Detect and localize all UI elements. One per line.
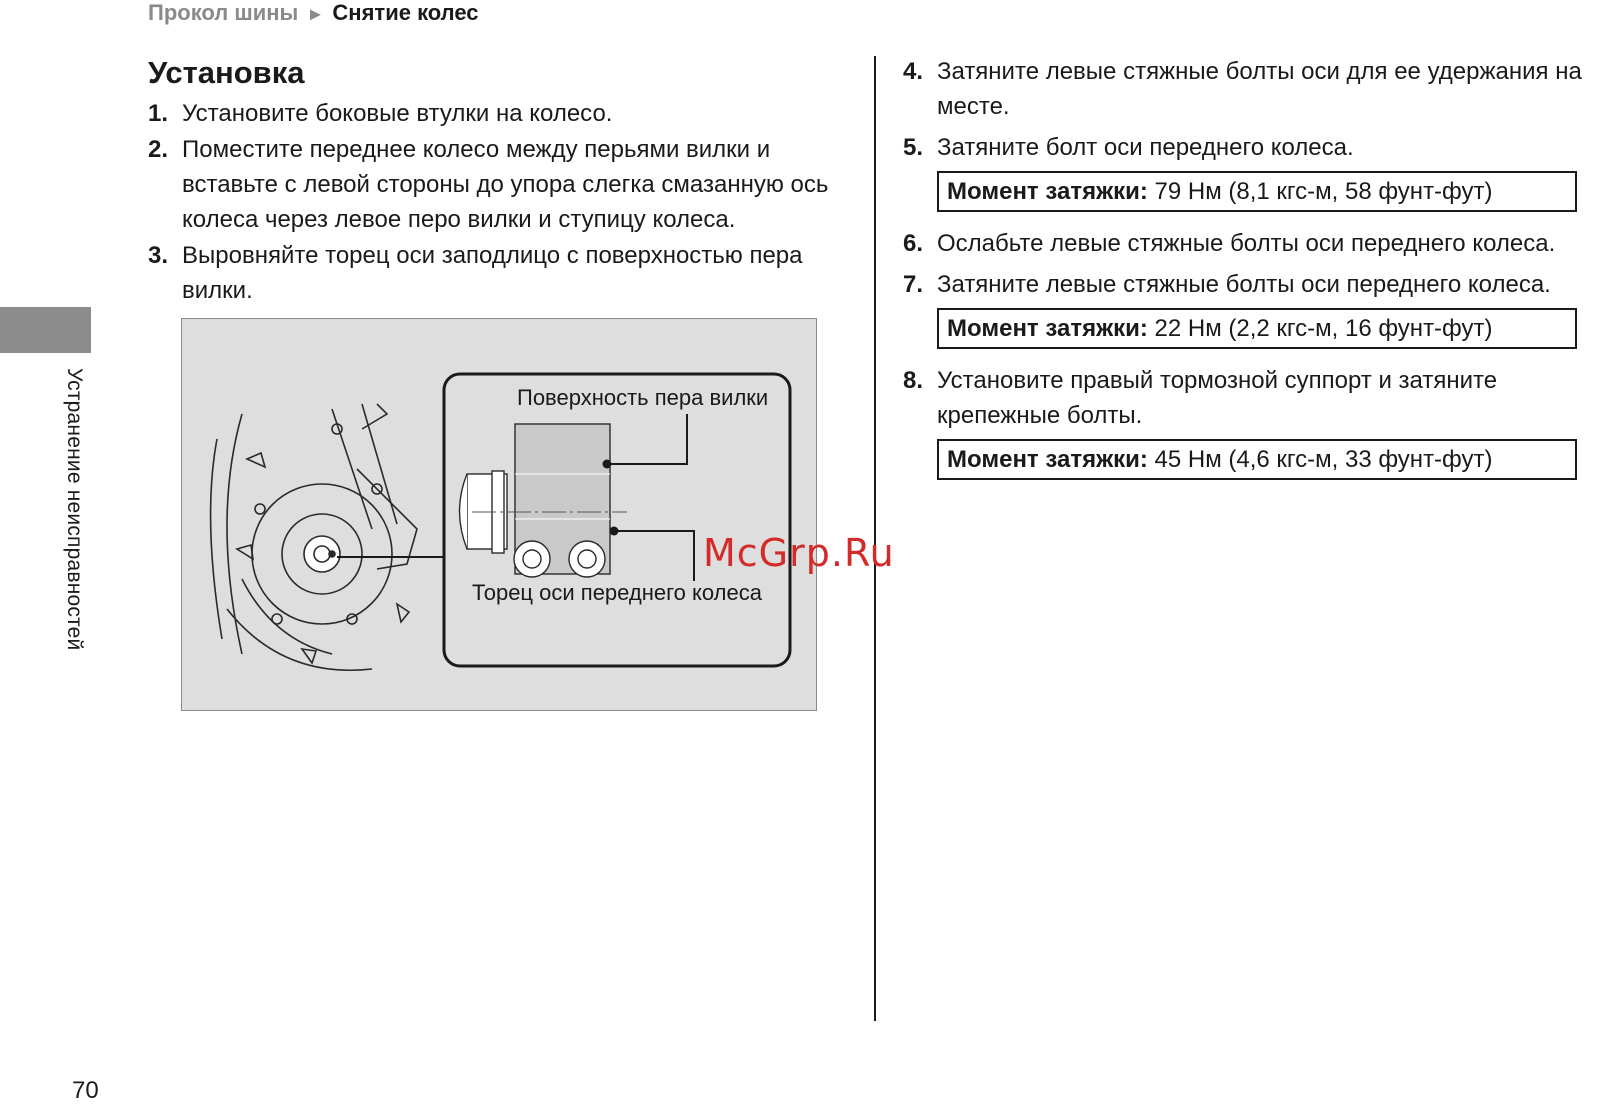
watermark: McGrp.Ru	[703, 531, 895, 575]
torque-spec-box	[937, 308, 1577, 349]
step-item	[148, 132, 838, 237]
section-tab	[0, 307, 91, 353]
step-number: 2.	[148, 136, 169, 163]
label-fork-surface: Поверхность пера вилки	[517, 385, 769, 410]
tighten-steps-final	[903, 363, 1593, 433]
torque-spec-box	[937, 439, 1577, 480]
step-number: 8.	[903, 367, 924, 394]
torque-value: 79 Нм (8,1 кгс-м, 58 фунт-фут)	[1147, 178, 1493, 205]
step-number: 1.	[148, 100, 169, 127]
breadcrumb-arrow-icon: ►	[306, 4, 325, 24]
page-number: 70	[72, 1077, 99, 1104]
section-tab-label: Устранение неисправностей	[63, 368, 86, 651]
torque-spec-box	[937, 171, 1577, 212]
torque-label: Момент затяжки:	[947, 178, 1148, 205]
step-number: 4.	[903, 58, 924, 85]
step-text: Затяните болт оси переднего колеса.	[937, 134, 1354, 161]
breadcrumb-current: Снятие колес	[332, 0, 479, 25]
step-text: Установите боковые втулки на колесо.	[182, 100, 613, 127]
step-item	[148, 96, 838, 131]
step-text: Поместите переднее колесо между перьями вилки и вставьте с левой стороны до упора слегка смазанную ось колеса через левое перо вилки и ступицу колеса.	[182, 136, 829, 233]
tighten-steps-cont	[903, 226, 1593, 302]
torque-value: 45 Нм (4,6 кгс-м, 33 фунт-фут)	[1147, 446, 1493, 473]
right-column	[903, 54, 1593, 494]
step-text: Установите правый тормозной суппорт и затяните крепежные болты.	[937, 367, 1498, 429]
step-number: 3.	[148, 242, 169, 269]
torque-value: 22 Нм (2,2 кгс-м, 16 фунт-фут)	[1147, 315, 1493, 342]
step-item	[903, 363, 1593, 433]
axle-illustration	[181, 318, 817, 711]
step-item	[903, 130, 1593, 165]
step-text: Затяните левые стяжные болты оси переднего колеса.	[937, 271, 1551, 298]
label-axle-end: Торец оси переднего колеса	[472, 580, 762, 605]
torque-label: Момент затяжки:	[947, 446, 1148, 473]
axle-drawing	[182, 319, 818, 712]
torque-label: Момент затяжки:	[947, 315, 1148, 342]
step-text: Затяните левые стяжные болты оси для ее удержания на месте.	[937, 58, 1582, 120]
step-text: Выровняйте торец оси заподлицо с поверхностью пера вилки.	[182, 242, 803, 304]
step-item	[903, 267, 1593, 302]
step-item	[148, 238, 838, 308]
step-number: 5.	[903, 134, 924, 161]
step-number: 6.	[903, 230, 924, 257]
breadcrumb	[148, 0, 479, 26]
tighten-steps	[903, 54, 1593, 165]
section-title: Установка	[148, 55, 305, 90]
step-item	[903, 226, 1593, 261]
left-column	[148, 54, 838, 309]
install-steps	[148, 96, 838, 308]
breadcrumb-parent[interactable]: Прокол шины	[148, 0, 299, 25]
step-item	[903, 54, 1593, 124]
step-text: Ослабьте левые стяжные болты оси переднего колеса.	[937, 230, 1556, 257]
step-number: 7.	[903, 271, 924, 298]
